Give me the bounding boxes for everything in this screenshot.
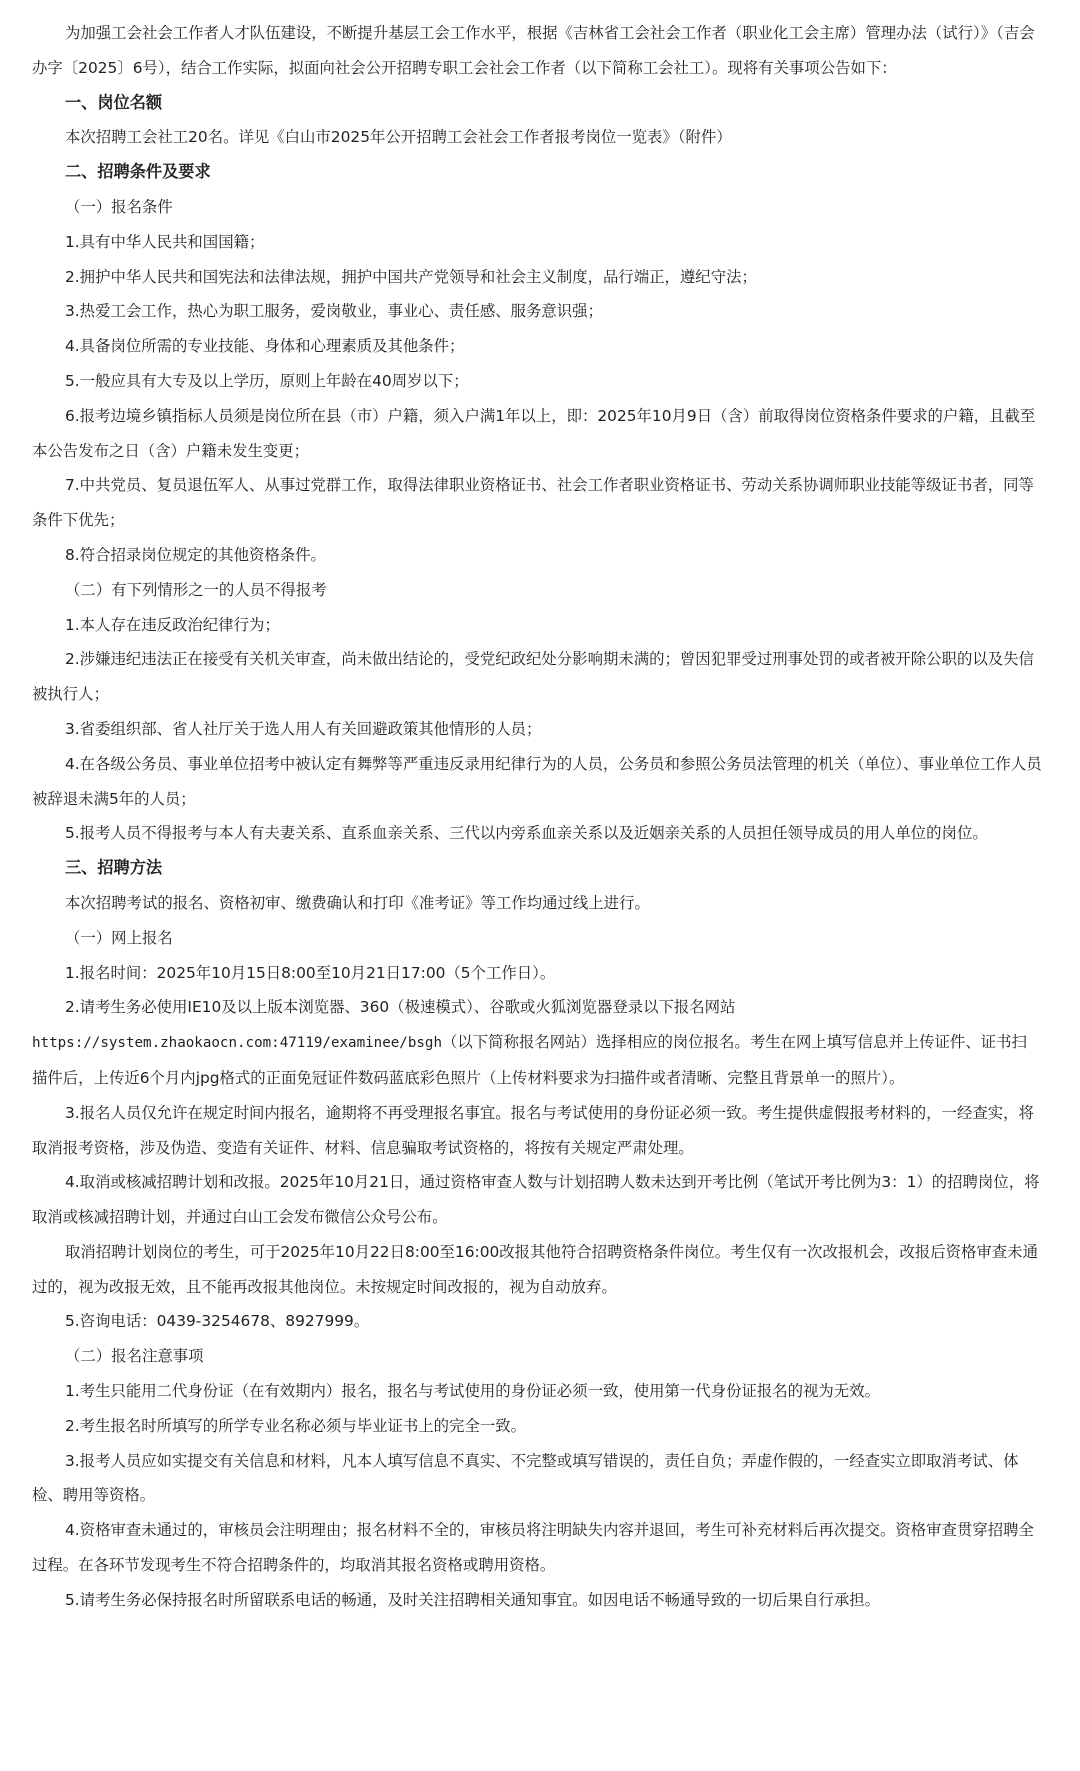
- list-item: 8.符合招录岗位规定的其他资格条件。: [65, 545, 326, 564]
- list-item: 2.涉嫌违纪违法正在接受有关机关审查，尚未做出结论的，受党纪政纪处分影响期未满的；曾因犯罪受过刑事处罚的或者被开除公职的以及失信被执行人；: [32, 650, 1034, 704]
- list-item: 6.报考边境乡镇指标人员须是岗位所在县（市）户籍，须入户满1年以上，即：2025年10月9日（含）前取得岗位资格条件要求的户籍，且截至本公告发布之日（含）户籍未发生变更；: [32, 406, 1036, 460]
- list-item: 1.本人存在违反政治纪律行为；: [65, 615, 280, 634]
- registration-url-paragraph: [32, 1025, 1042, 1096]
- list-item: 2.拥护中华人民共和国宪法和法律法规，拥护中国共产党领导和社会主义制度，品行端正，遵纪守法；: [65, 267, 757, 286]
- list-item: 4.在各级公务员、事业单位招考中被认定有舞弊等严重违反录用纪律行为的人员，公务员和参照公务员法管理的机关（单位）、事业单位工作人员被辞退未满5年的人员；: [32, 754, 1042, 808]
- registration-url-text: （以下简称报名网站）选择相应的岗位报名。考生在网上填写信息并上传证件、证书扫描件后，上传近6个月内jpg格式的正面免冠证件数码蓝底彩色照片（上传材料要求为扫描件或者清晰、完整且背景单一的照片）。: [32, 1033, 1027, 1087]
- section-3-text: 本次招聘考试的报名、资格初审、缴费确认和打印《准考证》等工作均通过线上进行。: [65, 893, 650, 912]
- subsection-2-2-heading: （二）有下列情形之一的人员不得报考: [65, 580, 327, 599]
- contact-phone: 5.咨询电话：0439-3254678、8927999。: [65, 1312, 370, 1331]
- list-item: 5.报考人员不得报考与本人有夫妻关系、直系血亲关系、三代以内旁系血亲关系以及近姻亲关系的人员担任领导成员的用人单位的岗位。: [65, 824, 988, 843]
- list-item: 1.具有中华人民共和国国籍；: [65, 232, 265, 251]
- list-item: 4.取消或核减招聘计划和改报。2025年10月21日，通过资格审查人数与计划招聘人数未达到开考比例（笔试开考比例为3：1）的招聘岗位，将取消或核减招聘计划，并通过白山工会发布微信公众号公布。: [32, 1173, 1040, 1227]
- intro-paragraph: 为加强工会社会工作者人才队伍建设，不断提升基层工会工作水平，根据《吉林省工会社会工作者（职业化工会主席）管理办法（试行）》（吉会办字〔2025〕6号），结合工作实际，拟面向社会公开招聘专职工会社会工作者（以下简称工会社工）。现将有关事项公告如下：: [32, 24, 1035, 77]
- section-1-heading: 一、岗位名额: [65, 92, 163, 112]
- list-item: 5.一般应具有大专及以上学历，原则上年龄在40周岁以下；: [65, 371, 469, 390]
- section-1-text: 本次招聘工会社工20名。详见《白山市2025年公开招聘工会社会工作者报考岗位一览表》（附件）: [65, 128, 732, 147]
- subsection-3-1-heading: （一）网上报名: [65, 928, 173, 947]
- list-item: 取消招聘计划岗位的考生，可于2025年10月22日8:00至16:00改报其他符合招聘资格条件岗位。考生仅有一次改报机会，改报后资格审查未通过的，视为改报无效，且不能再改报其他岗位。未按规定时间改报的，视为自动放弃。: [32, 1242, 1038, 1296]
- list-item: 3.热爱工会工作，热心为职工服务，爱岗敬业，事业心、责任感、服务意识强；: [65, 302, 603, 321]
- list-item: 1.考生只能用二代身份证（在有效期内）报名，报名与考试使用的身份证必须一致，使用第一代身份证报名的视为无效。: [65, 1382, 880, 1401]
- list-item: 3.报名人员仅允许在规定时间内报名，逾期将不再受理报名事宜。报名与考试使用的身份证必须一致。考生提供虚假报考材料的，一经查实，将取消报考资格，涉及伪造、变造有关证件、材料、信息骗取考试资格的，将按有关规定严肃处理。: [32, 1103, 1034, 1157]
- subsection-2-1-heading: （一）报名条件: [65, 197, 173, 216]
- section-2-heading: 二、招聘条件及要求: [65, 162, 211, 182]
- registration-url[interactable]: https://system.zhaokaocn.com:47119/examinee/bsgh: [32, 1035, 442, 1052]
- list-item: 4.资格审查未通过的，审核员会注明理由；报名材料不全的，审核员将注明缺失内容并退回，考生可补充材料后再次提交。资格审查贯穿招聘全过程。在各环节发现考生不符合招聘条件的，均取消其报名资格或聘用资格。: [32, 1521, 1034, 1575]
- section-3-heading: 三、招聘方法: [65, 858, 163, 878]
- subsection-3-2-heading: （二）报名注意事项: [65, 1347, 204, 1366]
- list-item: 4.具备岗位所需的专业技能、身体和心理素质及其他条件；: [65, 337, 465, 356]
- list-item: 5.请考生务必保持报名时所留联系电话的畅通，及时关注招聘相关通知事宜。如因电话不畅通导致的一切后果自行承担。: [65, 1590, 880, 1609]
- list-item: 2.请考生务必使用IE10及以上版本浏览器、360（极速模式）、谷歌或火狐浏览器登录以下报名网站: [65, 998, 736, 1017]
- list-item: 1.报名时间：2025年10月15日8:00至10月21日17:00（5个工作日）。: [65, 963, 556, 982]
- list-item: 3.省委组织部、省人社厅关于选人用人有关回避政策其他情形的人员；: [65, 719, 542, 738]
- list-item: 7.中共党员、复员退伍军人、从事过党群工作，取得法律职业资格证书、社会工作者职业资格证书、劳动关系协调师职业技能等级证书者，同等条件下优先；: [32, 476, 1034, 530]
- list-item: 3.报考人员应如实提交有关信息和材料，凡本人填写信息不真实、不完整或填写错误的，责任自负；弄虚作假的，一经查实立即取消考试、体检、聘用等资格。: [32, 1451, 1019, 1505]
- list-item: 2.考生报名时所填写的所学专业名称必须与毕业证书上的完全一致。: [65, 1416, 527, 1435]
